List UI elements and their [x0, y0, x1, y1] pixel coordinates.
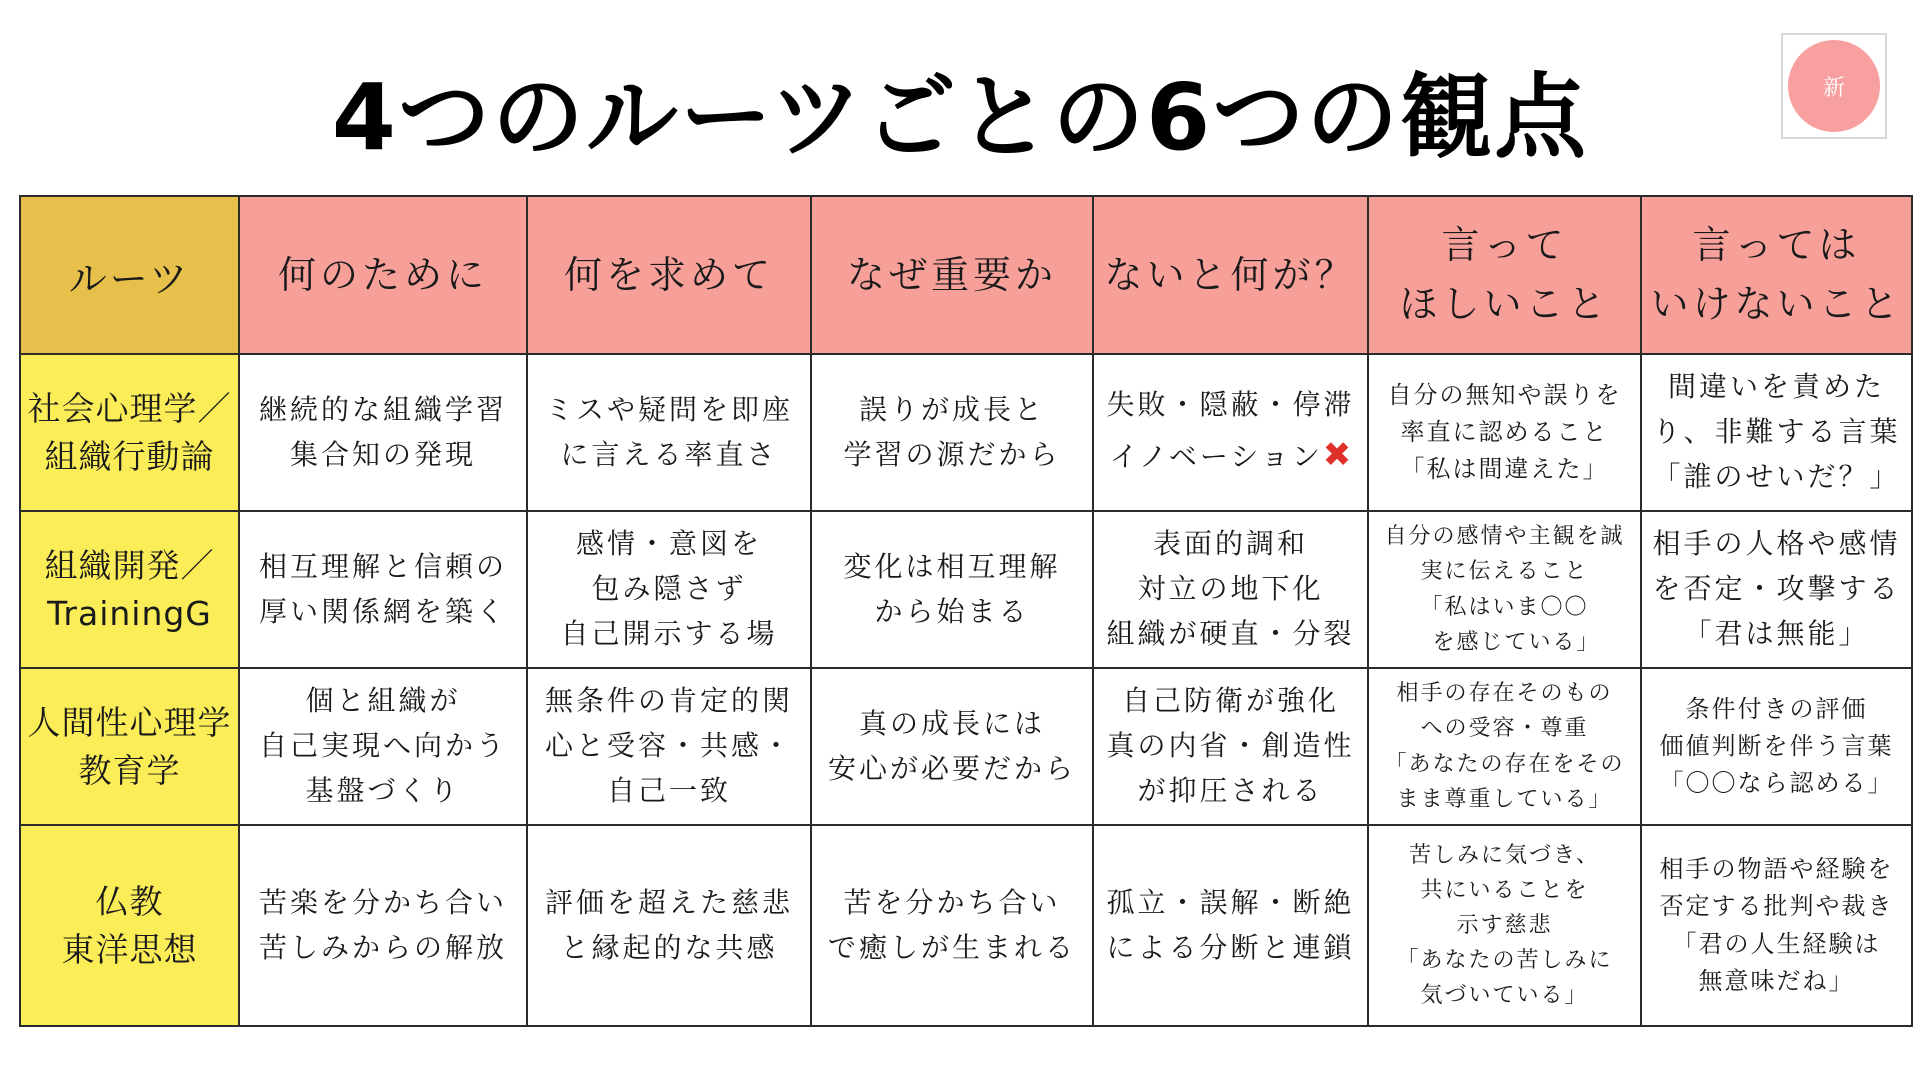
table-cell: 自分の無知や誤りを 率直に認めること 「私は間違えた」 — [1368, 354, 1641, 511]
root-header: ルーツ — [20, 196, 239, 354]
table-cell: 相手の存在そのもの への受容・尊重 「あなたの存在をその まま尊重している」 — [1368, 668, 1641, 825]
column-header-purpose: 何のために — [239, 196, 527, 354]
table-cell: 苦しみに気づき、 共にいることを 示す慈悲 「あなたの苦しみに 気づいている」 — [1368, 825, 1641, 1026]
table-row — [20, 668, 1912, 825]
table-cell: 自分の感情や主観を誠 実に伝えること 「私はいま〇〇 を感じている」 — [1368, 511, 1641, 668]
column-header-seeking: 何を求めて — [527, 196, 811, 354]
new-badge-frame[interactable] — [1781, 33, 1887, 139]
viewpoints-table — [19, 195, 1913, 1027]
table-cell: 苦楽を分かち合い 苦しみからの解放 — [239, 825, 527, 1026]
table-cell: 真の成長には 安心が必要だから — [811, 668, 1093, 825]
cross-mark-icon: ✖ — [1322, 434, 1352, 475]
table-row — [20, 825, 1912, 1026]
column-header-without: ないと何が？ — [1093, 196, 1368, 354]
table-cell: 継続的な組織学習 集合知の発現 — [239, 354, 527, 511]
table-cell: 相手の物語や経験を 否定する批判や裁き 「君の人生経験は 無意味だね」 — [1641, 825, 1912, 1026]
column-header-should-say: 言って ほしいこと — [1368, 196, 1641, 354]
page-title: 4つのルーツごとの6つの観点 — [331, 64, 1589, 171]
row-label-humanistic-psychology: 人間性心理学 教育学 — [20, 668, 239, 825]
table-cell: 表面的調和 対立の地下化 組織が硬直・分裂 — [1093, 511, 1368, 668]
table-cell: 評価を超えた慈悲 と縁起的な共感 — [527, 825, 811, 1026]
row-label-social-psychology: 社会心理学／ 組織行動論 — [20, 354, 239, 511]
column-header-should-not-say: 言っては いけないこと — [1641, 196, 1912, 354]
row-label-buddhism: 仏教 東洋思想 — [20, 825, 239, 1026]
table-cell: 誤りが成長と 学習の源だから — [811, 354, 1093, 511]
table-cell: 条件付きの評価 価値判断を伴う言葉 「〇〇なら認める」 — [1641, 668, 1912, 825]
table-cell: 苦を分かち合い で癒しが生まれる — [811, 825, 1093, 1026]
table-cell: 無条件の肯定的関 心と受容・共感・ 自己一致 — [527, 668, 811, 825]
table-cell: 相互理解と信頼の 厚い関係網を築く — [239, 511, 527, 668]
table-cell: 変化は相互理解 から始まる — [811, 511, 1093, 668]
table-cell: 孤立・誤解・断絶 による分断と連鎖 — [1093, 825, 1368, 1026]
table-cell: 相手の人格や感情 を否定・攻撃する 「君は無能」 — [1641, 511, 1912, 668]
table-cell: 個と組織が 自己実現へ向かう 基盤づくり — [239, 668, 527, 825]
table-cell-with-mark — [1093, 354, 1368, 511]
column-header-importance: なぜ重要か — [811, 196, 1093, 354]
row-label-organization-development: 組織開発／ TrainingG — [20, 511, 239, 668]
table-row — [20, 511, 1912, 668]
table-cell: 自己防衛が強化 真の内省・創造性 が抑圧される — [1093, 668, 1368, 825]
table-cell: 感情・意図を 包み隠さず 自己開示する場 — [527, 511, 811, 668]
table-row — [20, 354, 1912, 511]
table-cell: ミスや疑問を即座 に言える率直さ — [527, 354, 811, 511]
header-row — [20, 196, 1912, 354]
table-cell: 間違いを責めた り、非難する言葉 「誰のせいだ？」 — [1641, 354, 1912, 511]
table-cell-text: 失敗・隠蔽・停滞 イノベーション — [1106, 387, 1355, 473]
new-badge[interactable]: 新 — [1788, 40, 1880, 132]
